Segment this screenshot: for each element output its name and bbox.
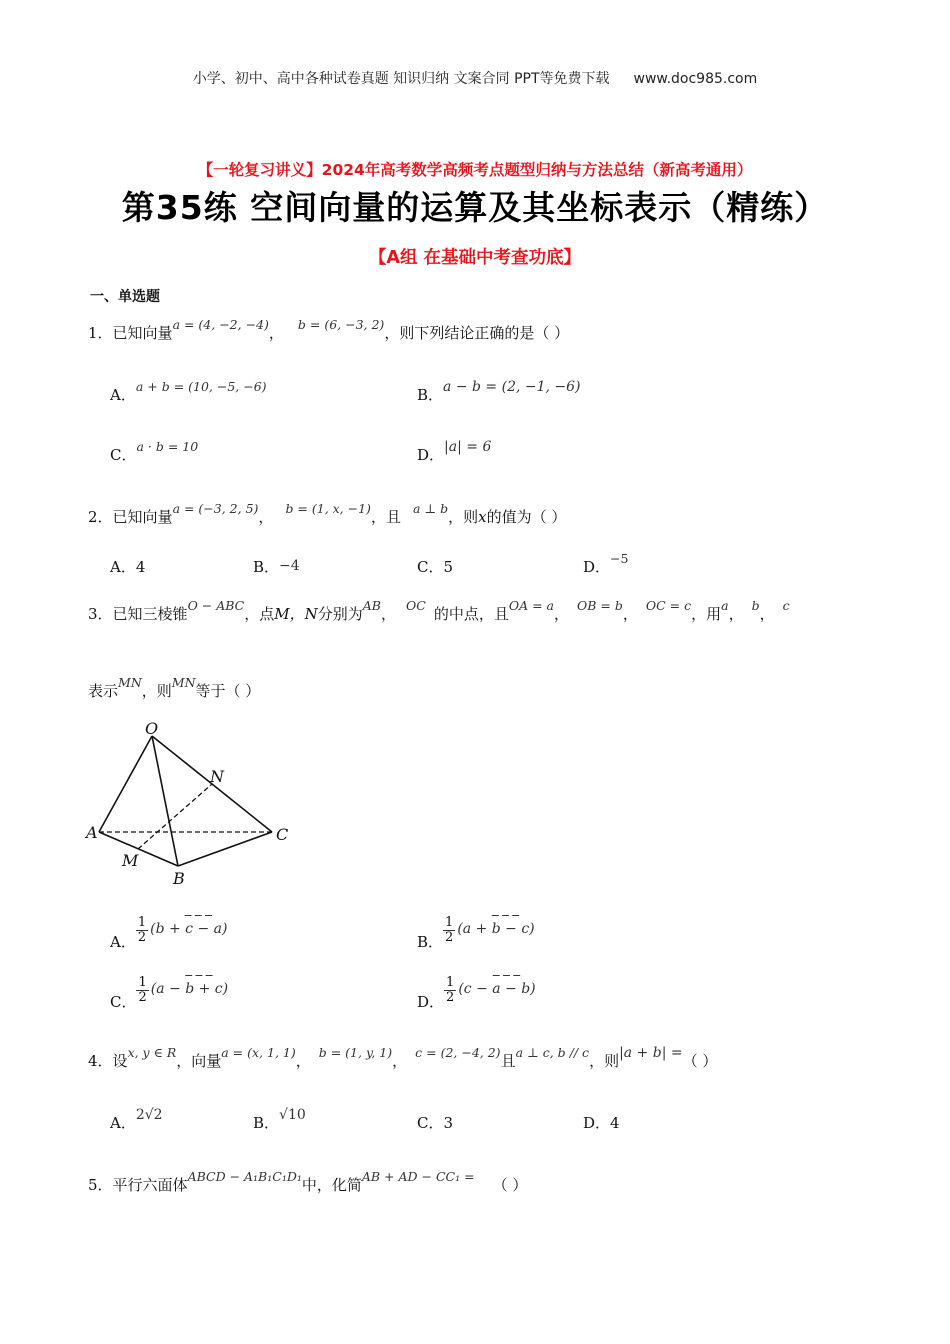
segment-mn	[138, 784, 212, 849]
question-1-stem: 1．已知向量$^{a = (4, -2, -4)}$， $^{b = (6, -3, 2)}$，则下列结论正确的是（ ）	[88, 317, 570, 342]
question-5-stem: 5．平行六面体$^{ABCD - A_1B_1C_1D_1}$中，化简$^{AB + AD - CC_1 =}$ （ ）	[88, 1169, 528, 1194]
section-heading: 一、单选题	[90, 289, 160, 305]
group-heading: 【A组 在基础中考查功底】	[368, 248, 582, 268]
question-2-option-d[interactable]: D．$^{-5}$	[583, 551, 629, 576]
label-n: N	[210, 767, 224, 786]
question-3-option-a[interactable]: A． $\frac{1}{2}$ (b + c − a)−−−	[110, 908, 228, 951]
pyramid-figure	[82, 720, 302, 890]
question-4-option-d[interactable]: D．4	[583, 1114, 620, 1132]
label-o: O	[145, 720, 159, 738]
edge-oa	[99, 736, 152, 832]
question-3-option-d[interactable]: D． $\frac{1}{2}$ (c − a − b)−−−	[417, 968, 536, 1011]
question-2-option-c[interactable]: C．5	[417, 558, 454, 576]
question-2-stem: 2．已知向量$^{a = (-3, 2, 5)}$， $^{b = (1, x, -1)}$，且 $^{a \perp b}$，则x的值为（ ）	[88, 501, 567, 526]
subtitle: 【一轮复习讲义】2024年高考数学高频考点题型归纳与方法总结（新高考通用）	[197, 161, 753, 179]
question-1-option-c[interactable]: C．$^{a \cdot b = 10}$	[110, 439, 199, 464]
question-3-option-b[interactable]: B． $\frac{1}{2}$ (a + b − c)−−−	[417, 908, 535, 951]
question-2-option-a[interactable]: A．4	[110, 558, 146, 576]
question-4-option-c[interactable]: C．3	[417, 1114, 454, 1132]
question-1-option-b[interactable]: B．a − b = (2, −1, −6)	[417, 379, 581, 404]
edge-bc	[178, 832, 272, 866]
edge-ob	[152, 736, 178, 866]
header-text: 小学、初中、高中各种试卷真题 知识归纳 文案合同 PPT等免费下载	[192, 71, 610, 87]
header-site[interactable]: www.doc985.com	[633, 71, 758, 87]
label-a: A	[86, 823, 98, 842]
page-title: 第35练 空间向量的运算及其坐标表示（精练）	[121, 188, 829, 227]
question-2-option-b[interactable]: B．−4	[253, 558, 300, 576]
question-4-stem: 4．设$^{x, y \in R}$，向量$^{a = (x, 1, 1)}$， $^{b = (1, y, 1)}$， $^{c = (2, -4, 2)}$且$^{a \perp c, b // c}$，则|a + b| =（ ）	[88, 1045, 718, 1070]
question-4-option-a[interactable]: A．2√2	[110, 1107, 163, 1132]
label-m: M	[122, 851, 139, 870]
question-1-option-d[interactable]: D．|a| = 6	[417, 439, 492, 464]
question-3-stem-line2: 表示$^{MN}$，则$^{MN}$等于（ ）	[88, 675, 261, 700]
page-header	[0, 68, 950, 88]
question-3-stem-line1: 3．已知三棱锥$^{O - ABC}$，点M，N分别为$^{AB}$， $^{OC}$ 的中点，且$^{OA = a}$， $^{OB = b}$， $^{OC = c}$，用$^a$， $^b$， $^c$	[88, 598, 790, 623]
label-c: C	[276, 825, 289, 844]
question-4-option-b[interactable]: B．√10	[253, 1107, 306, 1132]
question-3-option-c[interactable]: C． $\frac{1}{2}$ (a − b + c)−−−	[110, 968, 229, 1011]
question-1-option-a[interactable]: A．$^{a + b = (10, -5, -6)}$	[110, 379, 267, 404]
label-b: B	[173, 869, 185, 888]
